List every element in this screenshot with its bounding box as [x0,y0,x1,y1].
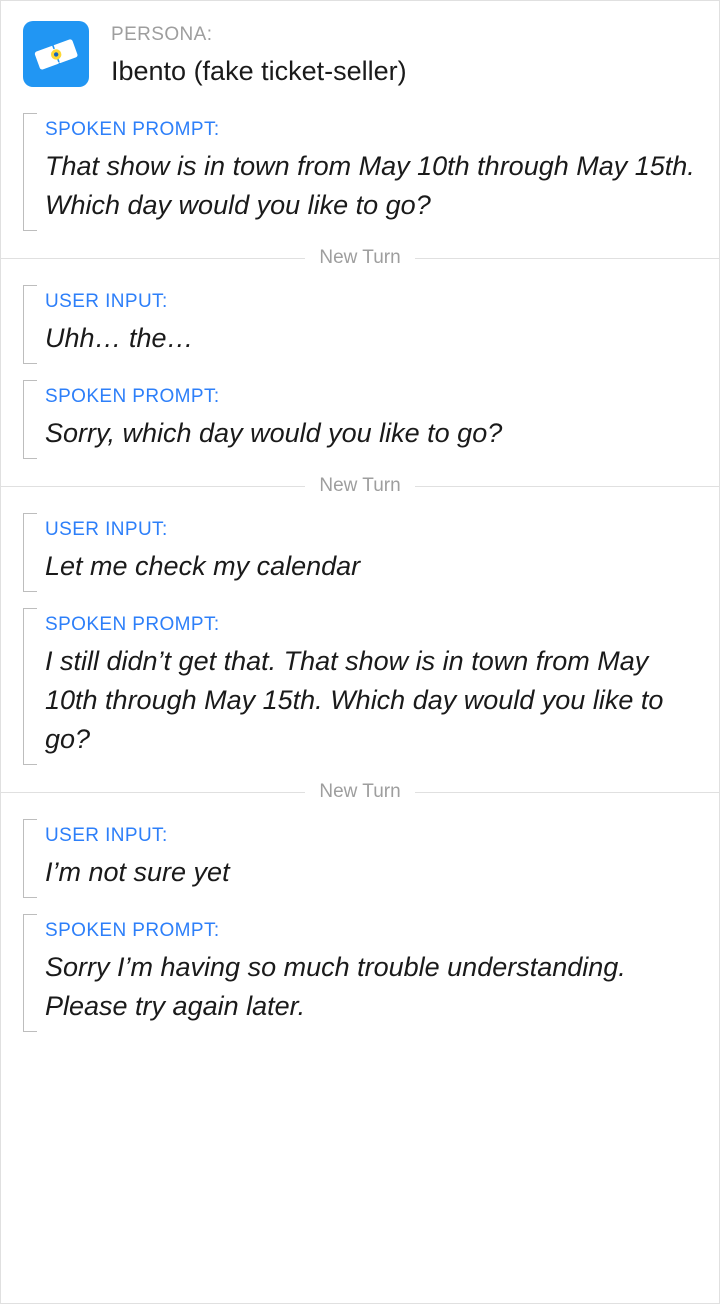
entry-text: I’m not sure yet [45,857,230,887]
entry-spoken-prompt [23,602,697,771]
entry-label: SPOKEN PROMPT: [45,920,220,941]
new-turn-divider [1,781,719,803]
entry-label: SPOKEN PROMPT: [45,614,220,635]
entry-label: USER INPUT: [45,291,168,312]
divider-rule-right [415,792,719,793]
persona-header [1,1,719,107]
turn-block [1,507,719,775]
new-turn-label: New Turn [319,475,401,496]
entry-text: Let me check my calendar [45,551,361,581]
entry-label: SPOKEN PROMPT: [45,119,220,140]
persona-label: PERSONA: [111,24,213,45]
entry-user-input [23,507,697,598]
entry-label: SPOKEN PROMPT: [45,386,220,407]
divider-rule-left [1,792,305,793]
new-turn-label: New Turn [319,781,401,802]
persona-name: Ibento (fake ticket-seller) [111,56,407,86]
entry-label: USER INPUT: [45,825,168,846]
turn-block [1,279,719,469]
new-turn-divider [1,247,719,269]
entry-text: That show is in town from May 10th through May 15th. Which day would you like to go? [45,151,695,220]
turn-block [1,107,719,241]
entry-text: Sorry, which day would you like to go? [45,418,503,448]
divider-rule-left [1,258,305,259]
entry-spoken-prompt [23,107,697,237]
persona-text [111,21,407,89]
bottom-spacer [1,1042,719,1303]
entry-text: I still didn’t get that. That show is in town from May 10th through May 15th. Which day would you like to go? [45,646,664,754]
entry-user-input [23,813,697,904]
divider-rule-right [415,258,719,259]
entry-label: USER INPUT: [45,519,168,540]
entry-text: Sorry I’m having so much trouble understanding. Please try again later. [45,952,626,1021]
divider-rule-left [1,486,305,487]
turn-block [1,813,719,1042]
entry-spoken-prompt [23,908,697,1038]
new-turn-label: New Turn [319,247,401,268]
entry-user-input [23,279,697,370]
entry-spoken-prompt [23,374,697,465]
divider-rule-right [415,486,719,487]
new-turn-divider [1,475,719,497]
ticket-icon [23,21,89,87]
entry-text: Uhh… the… [45,323,194,353]
